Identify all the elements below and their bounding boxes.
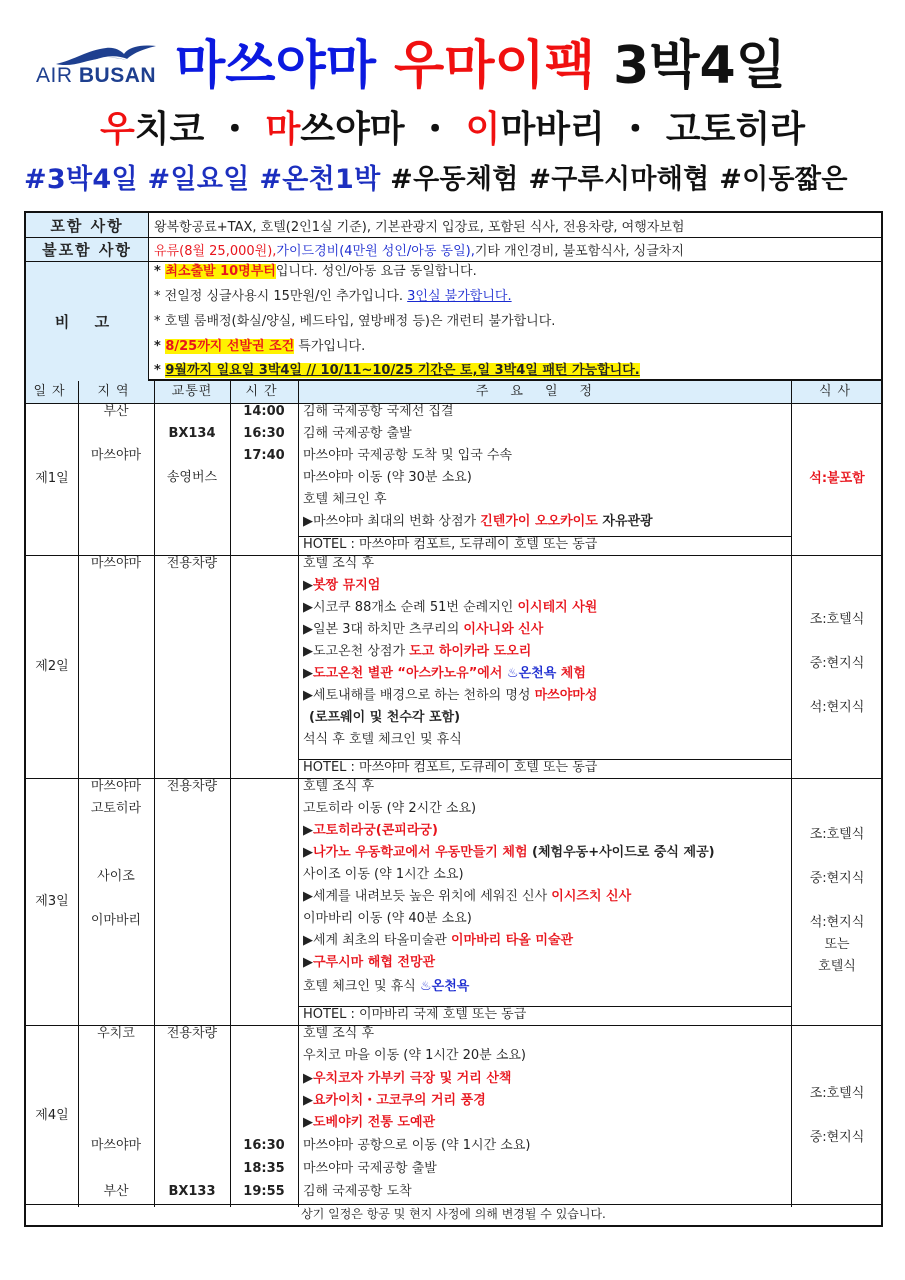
transport: 전용차량 — [166, 1026, 218, 1041]
itinerary-item: ▶요카이치・고코쿠의 거리 풍경 — [303, 1093, 486, 1108]
logo-busan: BUSAN — [78, 64, 157, 87]
day-label: 제4일 — [35, 1108, 69, 1123]
route-initial: 마 — [265, 109, 301, 150]
itinerary-item: 고토히라 이동 (약 2시간 소요) — [303, 801, 477, 816]
itinerary-item: 마쓰야마 이동 (약 30분 소요) — [303, 470, 472, 485]
day-label: 제3일 — [35, 894, 69, 909]
hotel-info: HOTEL : 이마바리 국제 호텔 또는 동급 — [303, 1007, 527, 1022]
header-meal: 식사 — [818, 384, 857, 399]
itinerary-item: 김해 국제공항 도착 — [303, 1184, 412, 1199]
itinerary-item: 마쓰야마 공항으로 이동 (약 1시간 소요) — [303, 1138, 531, 1153]
transport: 전용차량 — [166, 556, 218, 571]
transport: 송영버스 — [166, 470, 218, 485]
region: 사이조 — [97, 869, 135, 884]
hashtags-blue: #3박4일 #일요일 #온천1박 — [24, 164, 381, 195]
note-5-highlight: 9월까지 일요일 3박4일 // 10/11~10/25 기간은 토,일 3박4일 패턴 가능합니다. — [165, 363, 640, 378]
route-separator: ・ — [617, 109, 654, 150]
itinerary-item: 호텔 조식 후 — [303, 1026, 375, 1041]
itinerary-item: ▶시코쿠 88개소 순례 51번 순례지인 이시테지 사원 — [303, 600, 598, 615]
time: 17:40 — [243, 448, 285, 463]
exclude-rest: 기타 개인경비, 불포함식사, 싱글차지 — [474, 244, 684, 259]
schedule-footer-note: 상기 일정은 항공 및 현지 사정에 의해 변경될 수 있습니다. — [26, 1204, 881, 1225]
transport: 전용차량 — [166, 779, 218, 794]
region: 우치코 — [97, 1026, 135, 1041]
include-row — [26, 213, 881, 238]
note-4: * 8/25까지 선발권 조건 특가입니다. — [154, 339, 366, 354]
route-separator: ・ — [216, 109, 253, 150]
route-name: 쓰야마 — [300, 109, 405, 150]
flight-number: BX133 — [168, 1184, 216, 1199]
itinerary-item: 호텔 체크인 후 — [303, 492, 387, 507]
route-initial: 우 — [100, 109, 135, 150]
itinerary-item: ▶도고온천 별관 “아스카노유”에서 ♨온천욕 체험 — [303, 666, 586, 681]
route-separator: ・ — [417, 109, 454, 150]
time: 19:55 — [243, 1184, 285, 1199]
page-title — [175, 26, 875, 106]
exclude-label: 불포함 사항 — [26, 238, 149, 261]
itinerary-item: ▶세토내해를 배경으로 하는 천하의 명성 마쓰야마성 — [303, 688, 598, 703]
exclude-value — [154, 238, 877, 261]
meal: 중:현지식 — [809, 1130, 865, 1145]
notes-row — [26, 262, 881, 381]
region: 마쓰야마 — [90, 448, 142, 463]
note-5: * 9월까지 일요일 3박4일 // 10/11~10/25 기간은 토,일 3박4일 패턴 가능합니다. — [154, 363, 640, 378]
hotel-info: HOTEL : 마쓰야마 컴포트, 도큐레이 호텔 또는 동급 — [303, 537, 598, 552]
hotel-info: HOTEL : 마쓰야마 컴포트, 도큐레이 호텔 또는 동급 — [303, 760, 598, 775]
region: 마쓰야마 — [90, 556, 142, 571]
meal: 중:현지식 — [809, 871, 865, 886]
notes-label: 비 고 — [26, 262, 149, 381]
meal: 또는 — [824, 937, 850, 952]
air-busan-logo — [36, 42, 158, 90]
time: 16:30 — [243, 1138, 285, 1153]
header-itinerary: 주요일정 — [475, 384, 615, 399]
day-label: 제2일 — [35, 659, 69, 674]
route-name: 고토히라 — [665, 109, 805, 150]
flight-number: BX134 — [168, 426, 216, 441]
itinerary-item: ▶일본 3대 하치만 츠쿠리의 이사니와 신사 — [303, 622, 544, 637]
exclude-guide: 가이드경비(4만원 성인/아동 동일), — [276, 244, 475, 259]
onsen-icon: ♨온천욕 — [420, 979, 470, 994]
time: 14:00 — [243, 404, 285, 419]
note-2-link: 3인실 불가합니다. — [407, 289, 512, 304]
hashtags — [24, 160, 894, 200]
exclude-fuel: 유류(8월 25,000원), — [154, 244, 277, 259]
itinerary-item: 호텔 조식 후 — [303, 779, 375, 794]
itinerary-item: (로프웨이 및 천수각 포함) — [309, 710, 461, 725]
itinerary-item: ▶고토히라궁(콘피라궁) — [303, 823, 438, 838]
info-box — [24, 211, 883, 381]
route-name: 마바리 — [500, 109, 605, 150]
header-region: 지역 — [97, 384, 135, 399]
itinerary-item: 우치코 마을 이동 (약 1시간 20분 소요) — [303, 1048, 527, 1063]
note-4-highlight: 8/25까지 선발권 조건 — [165, 339, 295, 354]
onsen-icon: ♨온천욕 — [506, 666, 557, 681]
header-day: 일자 — [33, 384, 71, 399]
itinerary-item: 이마바리 이동 (약 40분 소요) — [303, 911, 472, 926]
title-part2: 우마이팩 — [394, 36, 595, 96]
title-part1: 마쓰야마 — [175, 36, 376, 96]
itinerary-item: 호텔 조식 후 — [303, 556, 375, 571]
header-time: 시간 — [245, 384, 283, 399]
region: 마쓰야마 — [90, 779, 142, 794]
day-label: 제1일 — [35, 471, 69, 486]
itinerary-item: ▶세계 최초의 타올미술관 이마바리 타올 미술관 — [303, 933, 574, 948]
itinerary-item: ▶봇짱 뮤지엄 — [303, 578, 381, 593]
route-initial: 이 — [465, 109, 501, 150]
itinerary-item: 마쓰야마 국제공항 출발 — [303, 1161, 437, 1176]
itinerary-item: ▶세계를 내려보듯 높은 위치에 세워진 신사 이시즈치 신사 — [303, 889, 632, 904]
itinerary-item: 석식 후 호텔 체크인 및 휴식 — [303, 732, 462, 747]
itinerary-item: ▶구루시마 해협 전망관 — [303, 955, 436, 970]
region: 부산 — [103, 1184, 129, 1199]
itinerary-item: ▶도베야키 전통 도예관 — [303, 1115, 436, 1130]
note-2 — [154, 284, 512, 310]
itinerary-item: ▶도고온천 상점가 도고 하이카라 도오리 — [303, 644, 532, 659]
meal: 조:호텔식 — [809, 827, 865, 842]
region: 부산 — [103, 404, 129, 419]
note-1-highlight: 최소출발 10명부터 — [165, 264, 276, 279]
include-label: 포함 사항 — [26, 213, 149, 237]
itinerary-item: ▶마쓰야마 최대의 번화 상점가 긴텐가이 오오카이도 자유관광 — [303, 514, 653, 529]
route-name: 치코 — [134, 109, 205, 150]
note-3: * 호텔 룸배정(화실/양실, 베드타입, 옆방배정 등)은 개런티 불가합니다. — [154, 314, 556, 329]
region: 마쓰야마 — [90, 1138, 142, 1153]
region: 이마바리 — [90, 913, 142, 928]
note-2-text: * 전일정 싱글사용시 15만원/인 추가입니다. — [154, 289, 408, 304]
meal: 중:현지식 — [809, 656, 865, 671]
meal: 석:불포함 — [809, 471, 865, 486]
route-subtitle — [0, 104, 905, 156]
itinerary-item: 김해 국제공항 국제선 집결 — [303, 404, 454, 419]
itinerary-item: 김해 국제공항 출발 — [303, 426, 412, 441]
itinerary-item: ▶우치코자 가부키 극장 및 거리 산책 — [303, 1071, 512, 1086]
include-value: 왕복항공료+TAX, 호텔(2인1실 기준), 기본관광지 입장료, 포함된 식사, 전용차량, 여행자보험 — [154, 219, 685, 235]
note-4-text: 특가입니다. — [294, 339, 366, 354]
meal: 석:현지식 — [809, 915, 865, 930]
time: 18:35 — [243, 1161, 285, 1176]
region: 고토히라 — [90, 801, 142, 816]
time: 16:30 — [243, 426, 285, 441]
itinerary-item: 사이조 이동 (약 1시간 소요) — [303, 867, 464, 882]
schedule-table — [24, 381, 883, 1227]
note-1-text: 입니다. 성인/아동 요금 동일합니다. — [275, 264, 477, 279]
hashtags-black: #우동체험 #구루시마해협 #이동짧은 — [380, 164, 848, 195]
meal: 조:호텔식 — [809, 612, 865, 627]
logo-air: AIR — [36, 64, 73, 87]
meal: 조:호텔식 — [809, 1086, 865, 1101]
note-1: * 최소출발 10명부터입니다. 성인/아동 요금 동일합니다. — [154, 264, 477, 279]
header-transport: 교통편 — [171, 384, 213, 399]
itinerary-item: 호텔 체크인 및 휴식 ♨온천욕 — [303, 979, 470, 994]
meal: 석:현지식 — [809, 700, 865, 715]
itinerary-item: ▶나가노 우동학교에서 우동만들기 체험 (체험우동+사이드로 중식 제공) — [303, 845, 715, 860]
meal: 호텔식 — [818, 959, 856, 974]
itinerary-item: 마쓰야마 국제공항 도착 및 입국 수속 — [303, 448, 513, 463]
title-part3: 3박4일 — [613, 36, 786, 96]
